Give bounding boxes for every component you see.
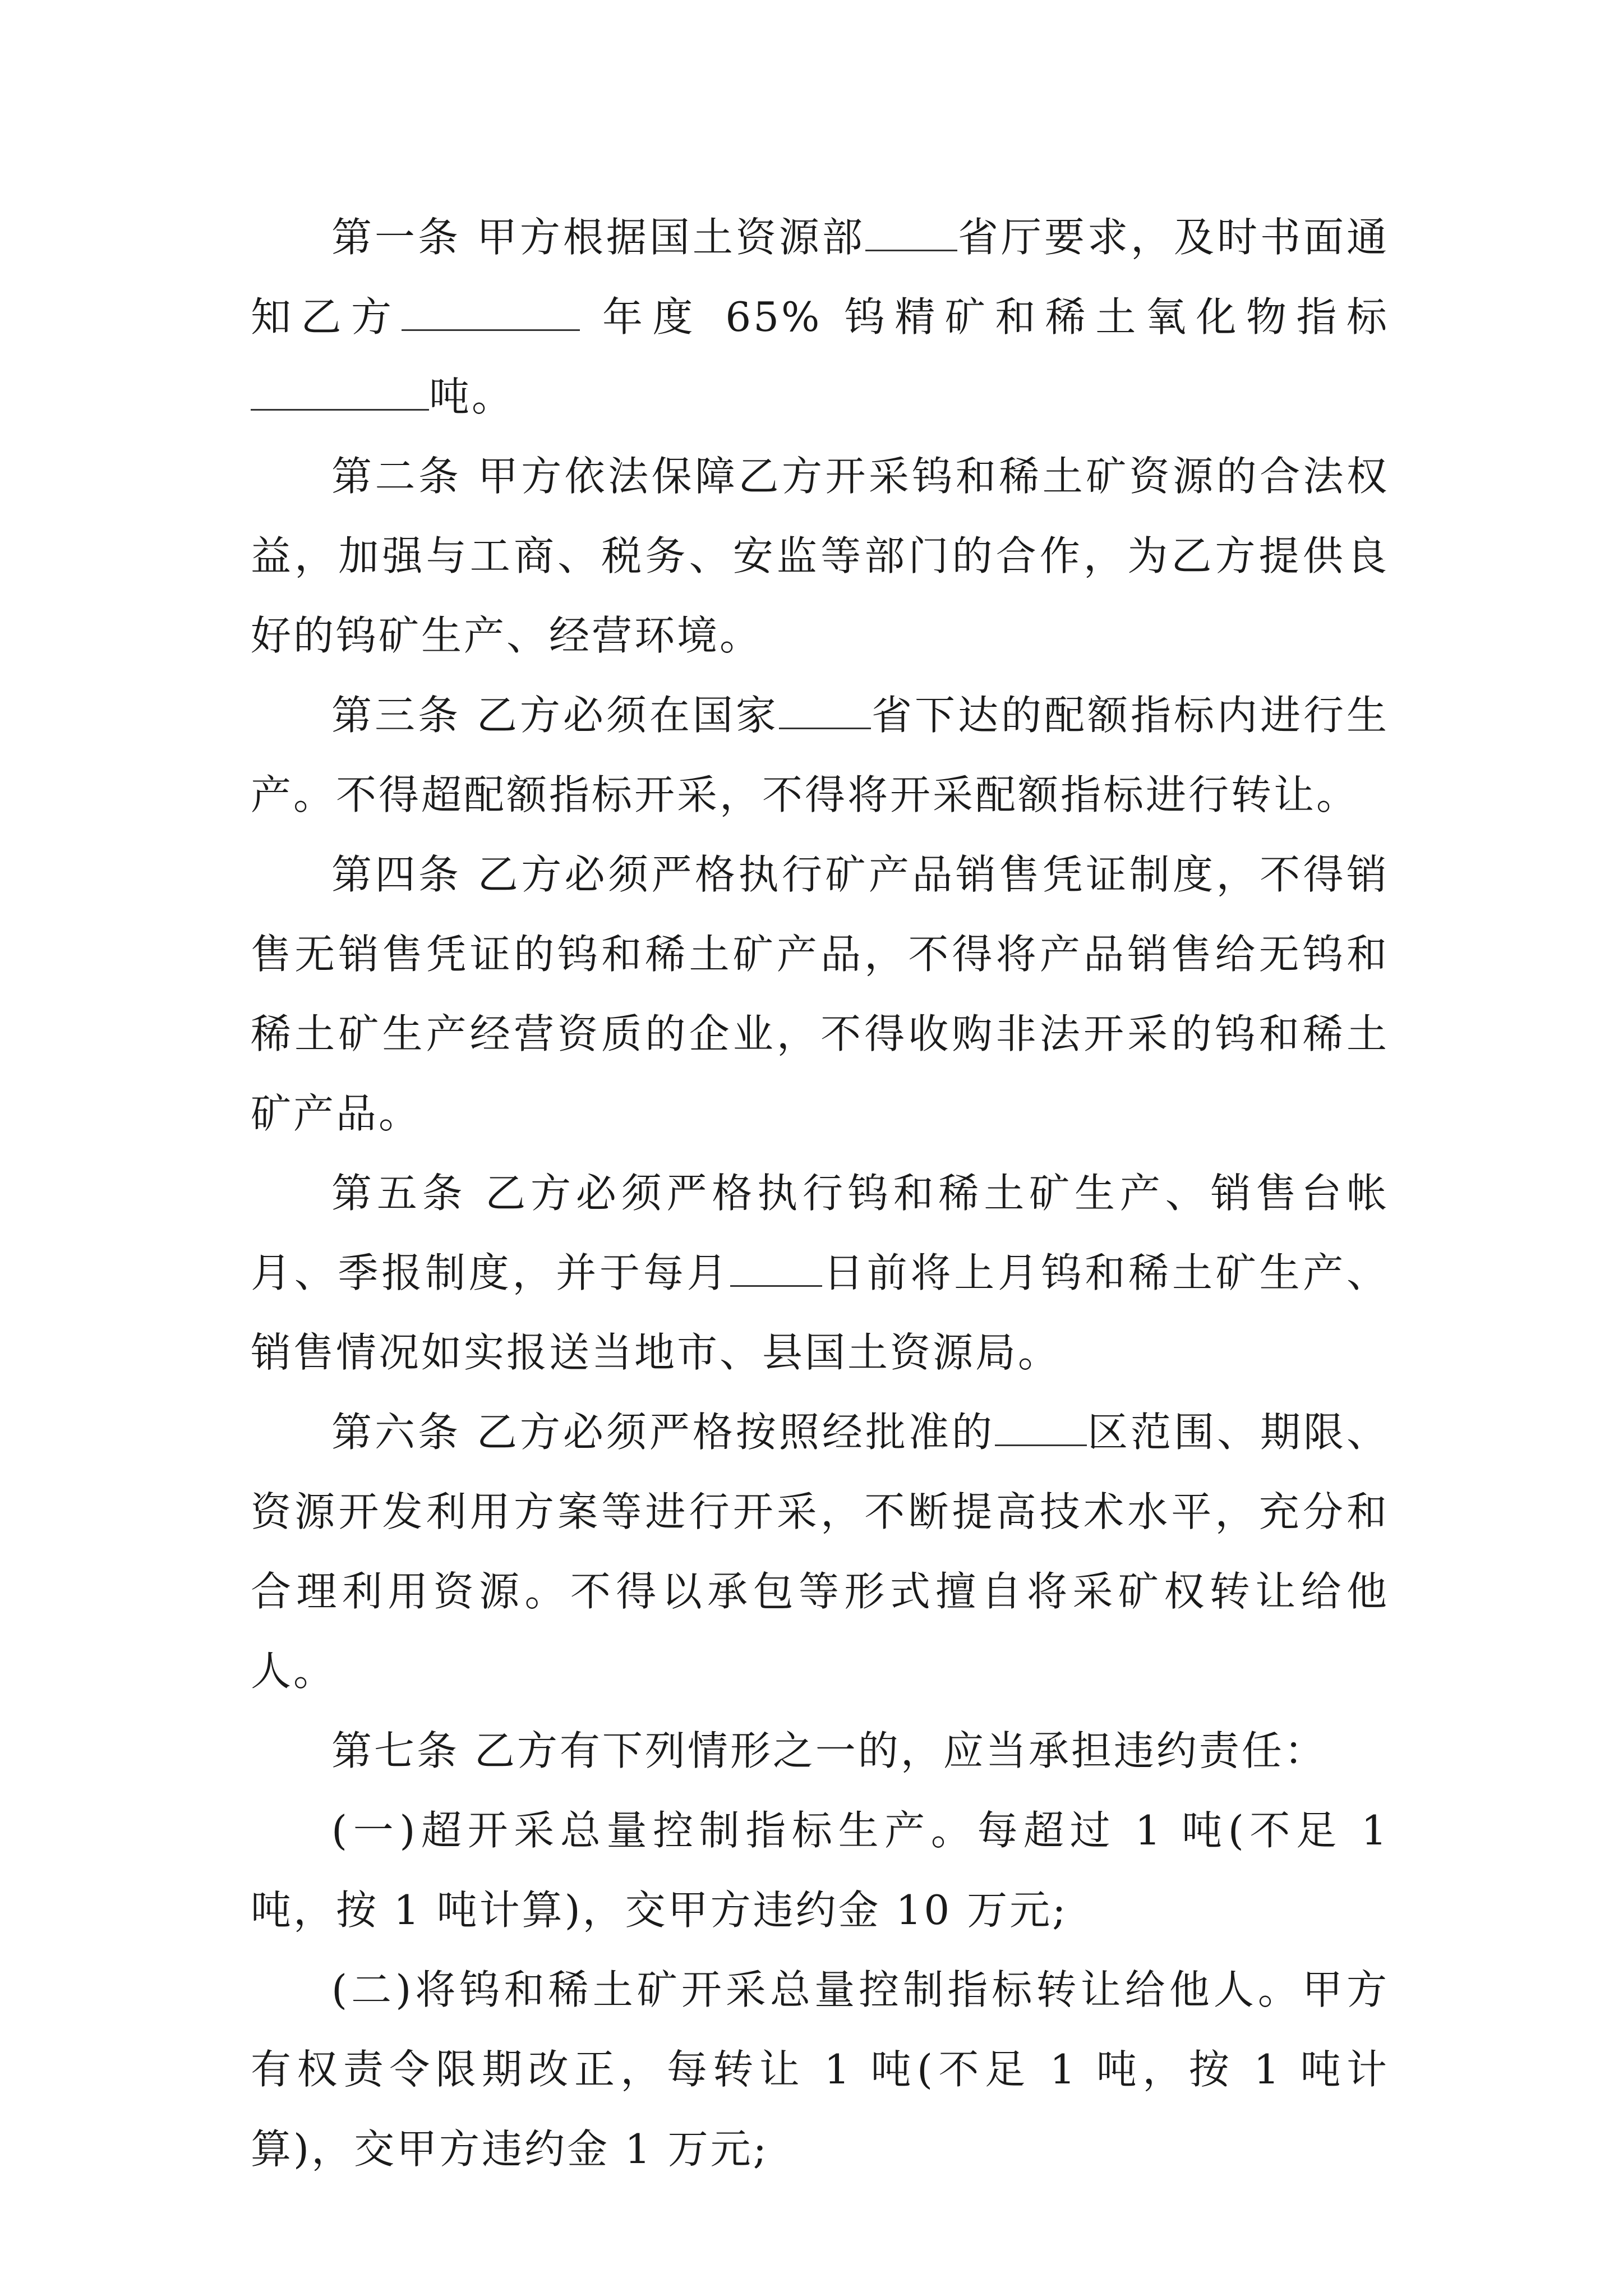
article-1-text-3: 年度 65% 钨精矿和稀土氧化物指标 — [579, 293, 1389, 341]
fill-blank — [865, 249, 957, 251]
article-1-text-2: 省厅要求，及时书面通知乙方 — [251, 214, 1389, 341]
article-5-text-2: 日前将上月钨和稀土矿生产、销售情况如实报送当地市、县国土资源局。 — [251, 1249, 1389, 1376]
article-7-text: 第七条 乙方有下列情形之一的，应当承担违约责任： — [331, 1727, 1327, 1774]
document-body — [251, 197, 1389, 2189]
article-1-text-4: 吨。 — [429, 373, 515, 420]
article-1 — [251, 197, 1389, 436]
article-2 — [251, 436, 1389, 675]
fill-blank — [402, 329, 580, 331]
article-5-text-1: 第五条 乙方必须严格执行钨和稀土矿生产、销售台帐月、季报制度，并于每月 — [251, 1170, 1389, 1296]
fill-blank — [251, 408, 429, 411]
fill-blank — [779, 727, 871, 729]
article-4 — [251, 835, 1389, 1153]
fill-blank — [730, 1285, 822, 1287]
article-7-item-2-text: (二)将钨和稀土矿开采总量控制指标转让给他人。甲方有权责令限期改正，每转让 1 吨(不足 1 吨，按 1 吨计算)，交甲方违约金 1 万元; — [251, 1966, 1389, 2173]
article-5 — [251, 1153, 1389, 1392]
article-3 — [251, 675, 1389, 835]
article-7-item-2 — [251, 1950, 1389, 2189]
article-7 — [251, 1711, 1389, 1791]
article-7-item-1-text: (一)超开采总量控制指标生产。每超过 1 吨(不足 1 吨，按 1 吨计算)，交甲方违约金 10 万元; — [251, 1807, 1389, 1934]
fill-blank — [995, 1444, 1087, 1446]
article-2-text: 第二条 甲方依法保障乙方开采钨和稀土矿资源的合法权益，加强与工商、税务、安监等部门的合作，为乙方提供良好的钨矿生产、经营环境。 — [251, 453, 1389, 659]
article-6-text-1: 第六条 乙方必须严格按照经批准的 — [331, 1409, 995, 1456]
article-3-text-1: 第三条 乙方必须在国家 — [331, 692, 779, 739]
article-6-text-2: 区范围、期限、资源开发利用方案等进行开采，不断提高技术水平，充分和合理利用资源。不得以承包等形式擅自将采矿权转让给他人。 — [251, 1409, 1389, 1695]
article-4-text: 第四条 乙方必须严格执行矿产品销售凭证制度，不得销售无销售凭证的钨和稀土矿产品，不得将产品销售给无钨和稀土矿生产经营资质的企业，不得收购非法开采的钨和稀土矿产品。 — [251, 851, 1389, 1137]
article-3-text-2: 省下达的配额指标内进行生产。不得超配额指标开采，不得将开采配额指标进行转让。 — [251, 692, 1389, 818]
article-6 — [251, 1392, 1389, 1711]
article-1-text-1: 第一条 甲方根据国土资源部 — [331, 214, 865, 261]
article-7-item-1 — [251, 1791, 1389, 1950]
